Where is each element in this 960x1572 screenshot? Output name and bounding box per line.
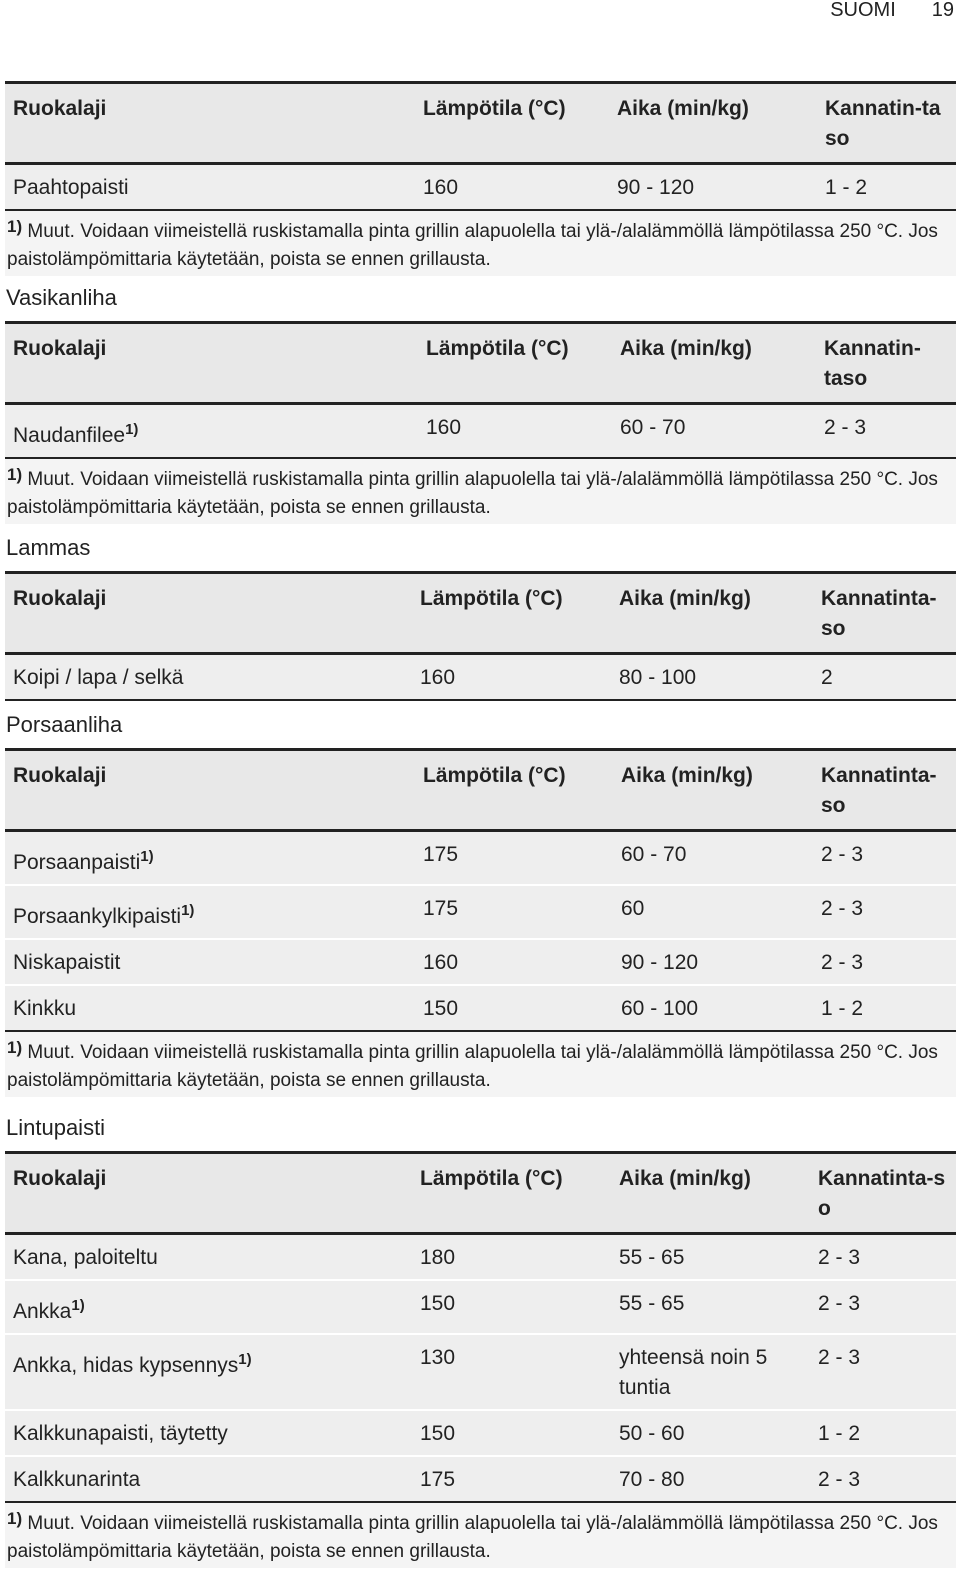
cell-level: 1 - 2 <box>813 985 956 1031</box>
footnote-ref: 1) <box>71 1297 85 1314</box>
col-level-header: Kannatinta-so <box>813 750 956 831</box>
cell-level: 2 - 3 <box>813 885 956 939</box>
cell-time: 60 - 100 <box>613 985 813 1031</box>
table-row <box>5 831 956 886</box>
page-number: 19 <box>931 0 954 21</box>
cell-time: 90 - 120 <box>609 164 817 211</box>
footnote-ref: 1) <box>125 421 139 438</box>
col-level-header: Kannatinta-so <box>813 573 956 654</box>
table-row <box>5 1234 956 1281</box>
footnote-marker: 1) <box>7 1509 23 1528</box>
table-vasikanliha-block <box>5 321 956 524</box>
cell-level: 2 <box>813 654 956 701</box>
cell-temp: 130 <box>412 1334 611 1410</box>
food-name: Porsaanpaisti <box>13 851 141 874</box>
roast-table-1 <box>5 81 956 211</box>
cell-level: 2 - 3 <box>810 1280 956 1334</box>
footnote-ref: 1) <box>140 848 154 865</box>
cell-food: Kalkkunapaisti, täytetty <box>5 1410 412 1456</box>
section-title-lintupaisti: Lintupaisti <box>6 1115 106 1140</box>
col-food-header: Ruokalaji <box>5 573 412 654</box>
roast-table-vasikanliha <box>5 321 956 459</box>
col-food-header: Ruokalaji <box>5 323 418 404</box>
col-temp-header: Lämpötila (°C) <box>415 750 613 831</box>
col-level-header: Kannatinta-so <box>810 1153 956 1234</box>
col-level-header: Kannatin-taso <box>817 83 956 164</box>
col-temp-header: Lämpötila (°C) <box>418 323 612 404</box>
table-lintupaisti-block <box>5 1151 956 1568</box>
table-row <box>5 654 956 701</box>
cell-time: 60 - 70 <box>612 404 816 459</box>
table-row <box>5 404 956 459</box>
footnote <box>5 1503 956 1568</box>
roast-table-lintupaisti <box>5 1151 956 1503</box>
cell-food: Niskapaistit <box>5 939 415 985</box>
table-1-block <box>5 81 956 276</box>
footnote-text: Muut. Voidaan viimeistellä ruskistamalla pinta grillin alapuolella tai ylä-/alalämmöllä lämpötilassa 250 °C. Jos paistolämpömittaria käytetään, poista se ennen grillausta. <box>7 221 938 270</box>
table-lammas-block <box>5 571 956 701</box>
cell-food <box>5 404 418 459</box>
cell-time: 80 - 100 <box>611 654 813 701</box>
table-header-row <box>5 573 956 654</box>
footnote-marker: 1) <box>7 465 23 484</box>
table-row <box>5 985 956 1031</box>
table-row <box>5 1334 956 1410</box>
cell-level: 2 - 3 <box>816 404 956 459</box>
cell-food <box>5 1280 412 1334</box>
footnote-text: Muut. Voidaan viimeistellä ruskistamalla pinta grillin alapuolella tai ylä-/alalämmöllä lämpötilassa 250 °C. Jos paistolämpömittaria käytetään, poista se ennen grillausta. <box>7 469 938 518</box>
cell-time: 60 <box>613 885 813 939</box>
cell-temp: 175 <box>415 885 613 939</box>
cell-food: Kinkku <box>5 985 415 1031</box>
footnote-text: Muut. Voidaan viimeistellä ruskistamalla pinta grillin alapuolella tai ylä-/alalämmöllä lämpötilassa 250 °C. Jos paistolämpömittaria käytetään, poista se ennen grillausta. <box>7 1042 938 1091</box>
col-temp-header: Lämpötila (°C) <box>415 83 609 164</box>
footnote <box>5 459 956 524</box>
table-header-row <box>5 1153 956 1234</box>
cell-level: 1 - 2 <box>810 1410 956 1456</box>
cell-food <box>5 885 415 939</box>
cell-time: yhteensä noin 5 tuntia <box>611 1334 810 1410</box>
table-header-row <box>5 750 956 831</box>
cell-food <box>5 1334 412 1410</box>
col-level-header: Kannatin-taso <box>816 323 956 404</box>
cell-time: 90 - 120 <box>613 939 813 985</box>
table-row <box>5 164 956 211</box>
footnote-ref: 1) <box>238 1351 252 1368</box>
table-porsaanliha-block <box>5 748 956 1097</box>
header-title: SUOMI <box>830 0 896 21</box>
food-name: Ankka, hidas kypsennys <box>13 1354 239 1377</box>
cell-temp: 150 <box>415 985 613 1031</box>
col-time-header: Aika (min/kg) <box>613 750 813 831</box>
cell-level: 2 - 3 <box>810 1234 956 1281</box>
cell-temp: 180 <box>412 1234 611 1281</box>
table-row <box>5 1280 956 1334</box>
cell-food: Kana, paloiteltu <box>5 1234 412 1281</box>
col-food-header: Ruokalaji <box>5 750 415 831</box>
cell-temp: 160 <box>415 164 609 211</box>
cell-time: 60 - 70 <box>613 831 813 886</box>
col-temp-header: Lämpötila (°C) <box>412 573 611 654</box>
table-row <box>5 1410 956 1456</box>
cell-food <box>5 831 415 886</box>
cell-level: 2 - 3 <box>813 939 956 985</box>
col-time-header: Aika (min/kg) <box>611 1153 810 1234</box>
cell-temp: 175 <box>415 831 613 886</box>
col-temp-header: Lämpötila (°C) <box>412 1153 611 1234</box>
cell-time: 70 - 80 <box>611 1456 810 1502</box>
col-time-header: Aika (min/kg) <box>612 323 816 404</box>
section-title-lammas: Lammas <box>6 535 91 560</box>
table-row <box>5 939 956 985</box>
cell-temp: 160 <box>418 404 612 459</box>
table-row <box>5 885 956 939</box>
cell-temp: 160 <box>415 939 613 985</box>
cell-food: Paahtopaisti <box>5 164 415 211</box>
col-time-header: Aika (min/kg) <box>609 83 817 164</box>
cell-level: 1 - 2 <box>817 164 956 211</box>
footnote-marker: 1) <box>7 217 23 236</box>
col-time-header: Aika (min/kg) <box>611 573 813 654</box>
table-header-row <box>5 83 956 164</box>
cell-time: 55 - 65 <box>611 1234 810 1281</box>
table-header-row <box>5 323 956 404</box>
footnote-marker: 1) <box>7 1038 23 1057</box>
cell-time: 50 - 60 <box>611 1410 810 1456</box>
footnote-ref: 1) <box>181 902 195 919</box>
footnote <box>5 1032 956 1097</box>
col-food-header: Ruokalaji <box>5 83 415 164</box>
cell-level: 2 - 3 <box>813 831 956 886</box>
cell-temp: 150 <box>412 1410 611 1456</box>
roast-table-porsaanliha <box>5 748 956 1032</box>
cell-food: Koipi / lapa / selkä <box>5 654 412 701</box>
section-title-vasikanliha: Vasikanliha <box>6 285 117 310</box>
food-name: Ankka <box>13 1300 72 1323</box>
roast-table-lammas <box>5 571 956 701</box>
page-header <box>830 0 954 28</box>
cell-level: 2 - 3 <box>810 1456 956 1502</box>
table-row <box>5 1456 956 1502</box>
cell-temp: 160 <box>412 654 611 701</box>
col-food-header: Ruokalaji <box>5 1153 412 1234</box>
cell-temp: 175 <box>412 1456 611 1502</box>
cell-food: Kalkkunarinta <box>5 1456 412 1502</box>
cell-time: 55 - 65 <box>611 1280 810 1334</box>
footnote <box>5 211 956 276</box>
food-name: Naudanfilee <box>13 424 126 447</box>
section-title-porsaanliha: Porsaanliha <box>6 712 123 737</box>
food-name: Porsaankylkipaisti <box>13 905 182 928</box>
cell-temp: 150 <box>412 1280 611 1334</box>
footnote-text: Muut. Voidaan viimeistellä ruskistamalla pinta grillin alapuolella tai ylä-/alalämmöllä lämpötilassa 250 °C. Jos paistolämpömittaria käytetään, poista se ennen grillausta. <box>7 1513 938 1562</box>
cell-level: 2 - 3 <box>810 1334 956 1410</box>
